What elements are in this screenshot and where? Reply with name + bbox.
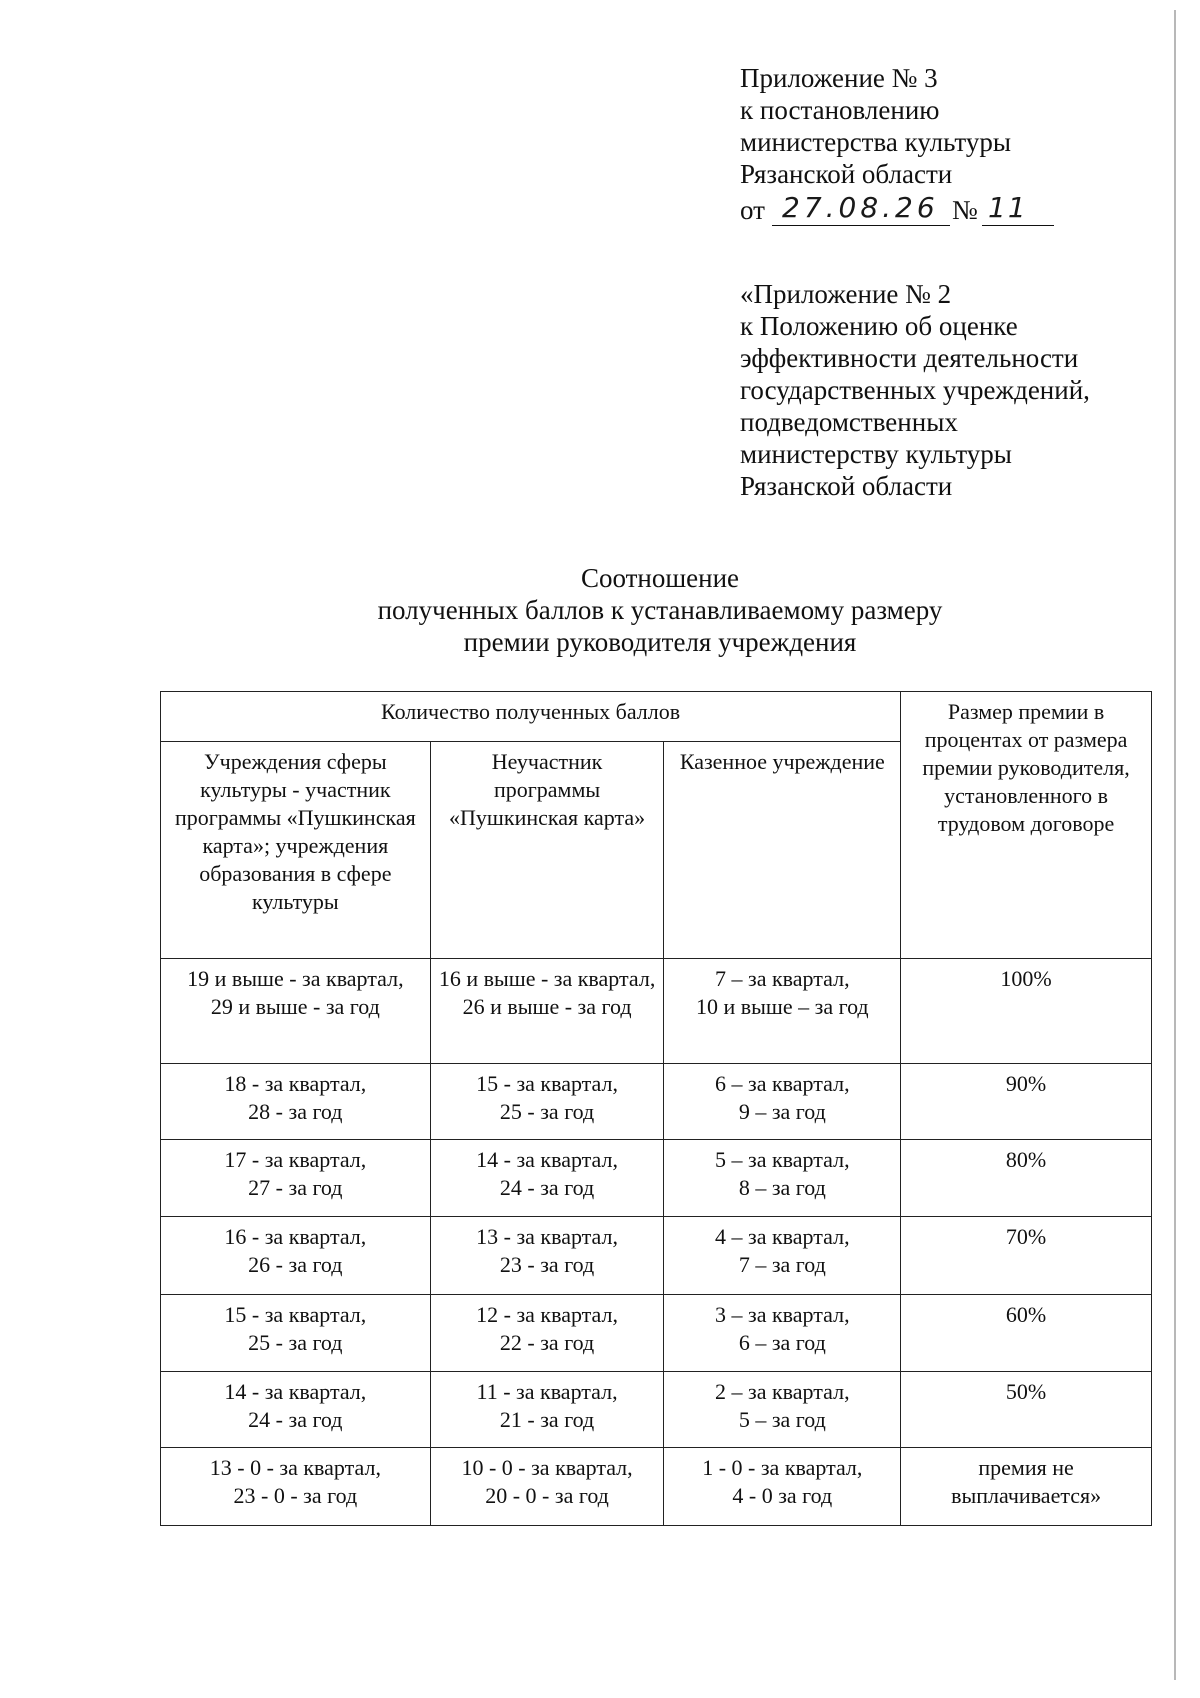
table-row <box>161 959 1152 1064</box>
cell-bonus: премия не выплачивается» <box>901 1448 1152 1526</box>
cell-bonus: 60% <box>901 1295 1152 1372</box>
appendix-2-line: «Приложение № 2 <box>740 279 952 309</box>
table-row <box>161 1448 1152 1526</box>
appendix-2-header <box>740 278 1090 502</box>
cell-state: 6 – за квартал, 9 – за год <box>664 1064 901 1140</box>
table-row <box>161 1140 1152 1217</box>
cell-bonus: 70% <box>901 1217 1152 1295</box>
title-line: Соотношение <box>580 563 740 593</box>
handwritten-date: 27.08.26 <box>772 190 977 226</box>
cell-participant: 19 и выше - за квартал, 29 и выше - за год <box>161 959 431 1064</box>
appendix-2-line: министерству культуры <box>740 439 1012 469</box>
cell-bonus: 80% <box>901 1140 1152 1217</box>
appendix-3-line: Рязанской области <box>740 159 953 189</box>
document-title <box>160 562 1160 658</box>
points-group-header: Количество полученных баллов <box>161 692 901 742</box>
cell-participant: 14 - за квартал, 24 - за год <box>161 1372 431 1448</box>
cell-non-participant: 10 - 0 - за квартал, 20 - 0 - за год <box>430 1448 664 1526</box>
bonus-size-header: Размер премии в процентах от размера премии руководителя, установленного в трудовом договоре <box>901 692 1152 959</box>
cell-bonus: 50% <box>901 1372 1152 1448</box>
table-row <box>161 1295 1152 1372</box>
appendix-3-line: министерства культуры <box>740 127 1012 157</box>
scan-edge-line <box>1174 10 1176 1680</box>
column-header-pushkin-participant: Учреждения сферы культуры - участник программы «Пушкинская карта»; учреждения образования в сфере культуры <box>161 742 431 959</box>
cell-participant: 15 - за квартал, 25 - за год <box>161 1295 431 1372</box>
cell-non-participant: 16 и выше - за квартал, 26 и выше - за год <box>430 959 664 1064</box>
cell-non-participant: 12 - за квартал, 22 - за год <box>430 1295 664 1372</box>
table-row <box>161 1064 1152 1140</box>
table-row <box>161 1372 1152 1448</box>
bonus-ratio-table <box>160 691 1152 1526</box>
cell-state: 2 – за квартал, 5 – за год <box>664 1372 901 1448</box>
appendix-2-line: эффективности деятельности <box>740 343 1079 373</box>
cell-participant: 18 - за квартал, 28 - за год <box>161 1064 431 1140</box>
cell-non-participant: 13 - за квартал, 23 - за год <box>430 1217 664 1295</box>
column-header-non-participant: Неучастник программы «Пушкинская карта» <box>430 742 664 959</box>
cell-non-participant: 14 - за квартал, 24 - за год <box>430 1140 664 1217</box>
appendix-3-header <box>740 62 1028 226</box>
cell-bonus: 100% <box>901 959 1152 1064</box>
number-sign: № <box>952 195 978 225</box>
appendix-2-line: к Положению об оценке <box>740 311 1018 341</box>
cell-participant: 16 - за квартал, 26 - за год <box>161 1217 431 1295</box>
appendix-2-line: государственных учреждений, <box>740 375 1090 405</box>
cell-state: 7 – за квартал, 10 и выше – за год <box>664 959 901 1064</box>
handwritten-number: 11 <box>982 190 1054 226</box>
cell-state: 1 - 0 - за квартал, 4 - 0 за год <box>664 1448 901 1526</box>
table-row <box>161 1217 1152 1295</box>
cell-participant: 13 - 0 - за квартал, 23 - 0 - за год <box>161 1448 431 1526</box>
cell-state: 4 – за квартал, 7 – за год <box>664 1217 901 1295</box>
decree-date-number-row <box>740 190 1028 226</box>
appendix-2-line: подведомственных <box>740 407 958 437</box>
appendix-2-line: Рязанской области <box>740 471 953 501</box>
appendix-3-line: Приложение № 3 <box>740 63 938 93</box>
date-prefix: от <box>740 195 765 225</box>
cell-state: 5 – за квартал, 8 – за год <box>664 1140 901 1217</box>
title-line: премии руководителя учреждения <box>463 627 857 657</box>
cell-bonus: 90% <box>901 1064 1152 1140</box>
title-line: полученных баллов к устанавливаемому размеру <box>377 595 943 625</box>
cell-non-participant: 15 - за квартал, 25 - за год <box>430 1064 664 1140</box>
appendix-3-line: к постановлению <box>740 95 940 125</box>
cell-participant: 17 - за квартал, 27 - за год <box>161 1140 431 1217</box>
cell-non-participant: 11 - за квартал, 21 - за год <box>430 1372 664 1448</box>
cell-state: 3 – за квартал, 6 – за год <box>664 1295 901 1372</box>
column-header-state-institution: Казенное учреждение <box>664 742 901 959</box>
